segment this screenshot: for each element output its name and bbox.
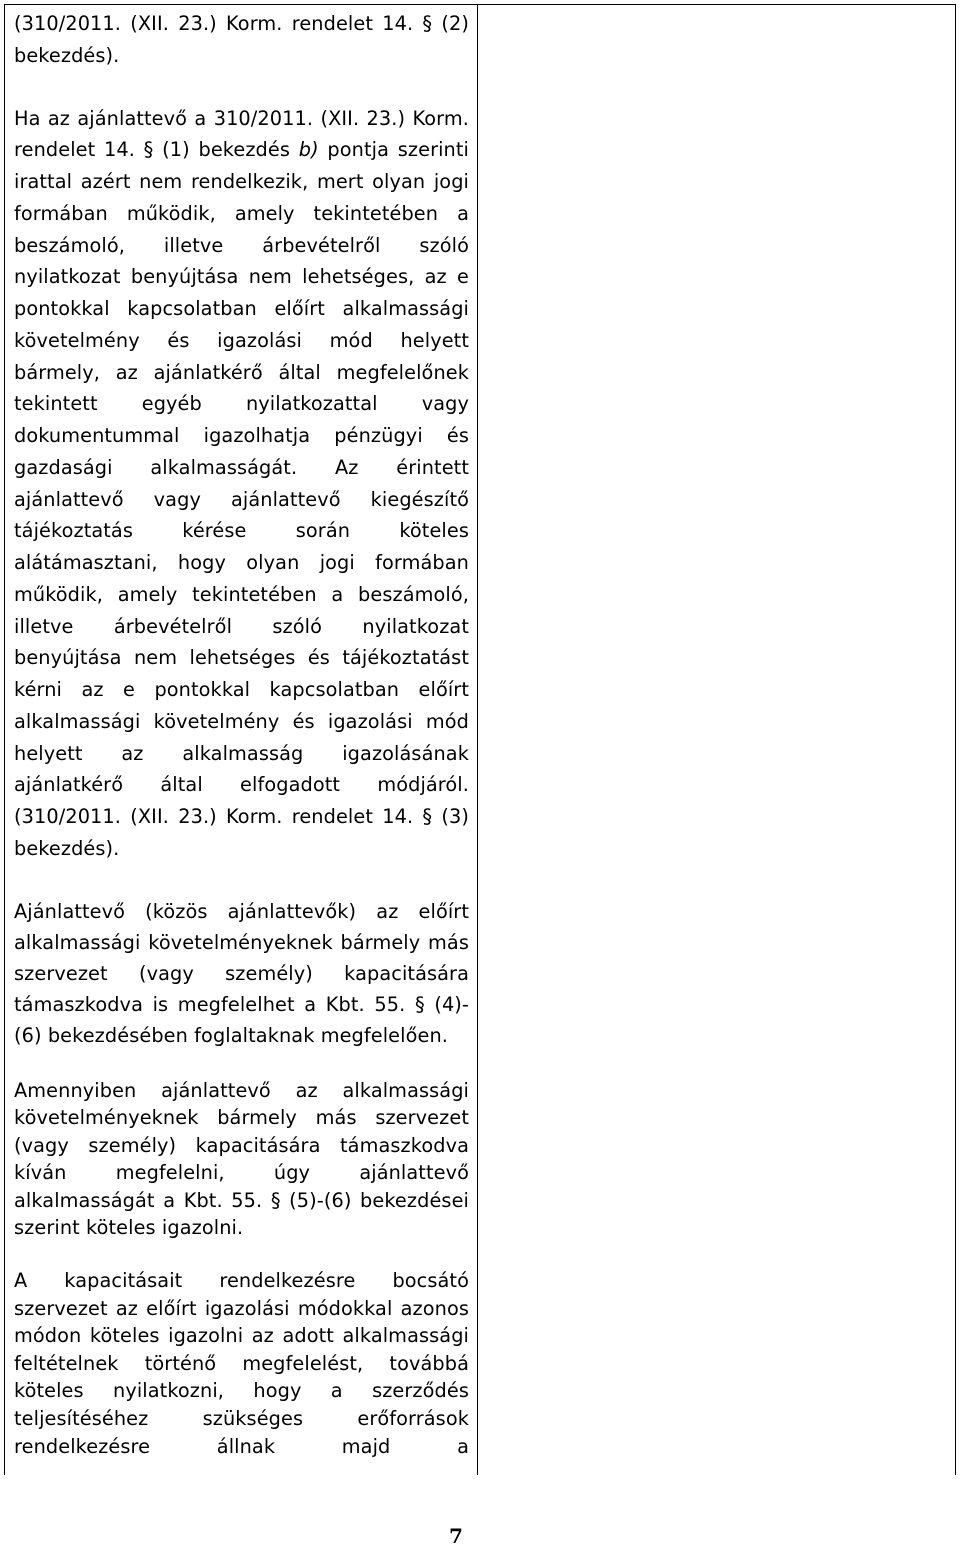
document-table [4,4,956,1475]
paragraph-financial-capacity-part2: pontja szerinti irattal azért nem rendelkezik, mert olyan jogi formában működik, amely tekintetében a beszámoló, illetve árbevételről szóló nyilatkozat benyújtása nem lehetséges, az e pontokkal kapcsolatban előírt alkalmassági követelmény és igazolási mód helyett bármely, az ajánlatkérő által megfelelőnek tekintett egyéb nyilatkozattal vagy dokumentummal igazolhatja pénzügyi és gazdasági alkalmasságát. Az érintett ajánlattevő vagy ajánlattevő kiegészítő tájékoztatás kérése során köteles alátámasztani, hogy olyan jogi formában működik, amely tekintetében a beszámoló, illetve árbevételről szóló nyilatkozat benyújtása nem lehetséges és tájékoztatást kérni az e pontokkal kapcsolatban előírt alkalmassági követelmény és igazolási mód helyett az alkalmasság igazolásának ajánlatkérő által elfogadott módjáról. (310/2011. (XII. 23.) Korm. rendelet 14. § (3) bekezdés). [14,138,469,860]
text-column [14,8,469,1460]
table-left-column [5,5,478,1475]
page-number: 7 [449,1524,463,1548]
point-b-italic: b) [298,138,319,162]
resource-provider-block [14,1267,469,1460]
paragraph-financial-capacity [14,103,469,865]
table-right-column [478,5,955,1475]
paragraph-resource-provider: A kapacitásait rendelkezésre bocsátó szervezet az előírt igazolási módokkal azonos módon köteles igazolni az adott alkalmassági feltételnek történő megfelelést, továbbá köteles nyilatkozni, hogy a szerződés teljesítéséhez szükséges erőforrások rendelkezésre állnak majd a [14,1269,469,1458]
paragraph-financial-capacity-part1: Ha az ajánlattevő a 310/2011. (XII. 23.) Korm. rendelet 14. § (1) bekezdés [14,106,469,162]
capacity-proof-block [14,1077,469,1243]
paragraph-capacity-reliance: Ajánlattevő (közös ajánlattevők) az előírt alkalmassági követelményeknek bármely más szervezet (vagy személy) kapacitására támaszkodva is megfelelhet a Kbt. 55. § (4)-(6) bekezdésében foglaltaknak megfelelően. [14,899,469,1048]
citation-block [14,8,469,72]
capacity-reliance-block [14,896,469,1052]
paragraph-citation-14-2: (310/2011. (XII. 23.) Korm. rendelet 14. § (2) bekezdés). [14,12,469,67]
paragraph-capacity-proof: Amennyiben ajánlattevő az alkalmassági követelményeknek bármely más szervezet (vagy személy) kapacitására támaszkodva kíván megfelelni, úgy ajánlattevő alkalmasságát a Kbt. 55. § (5)-(6) bekezdései szerint köteles igazolni. [14,1078,469,1240]
financial-capacity-block [14,103,469,865]
